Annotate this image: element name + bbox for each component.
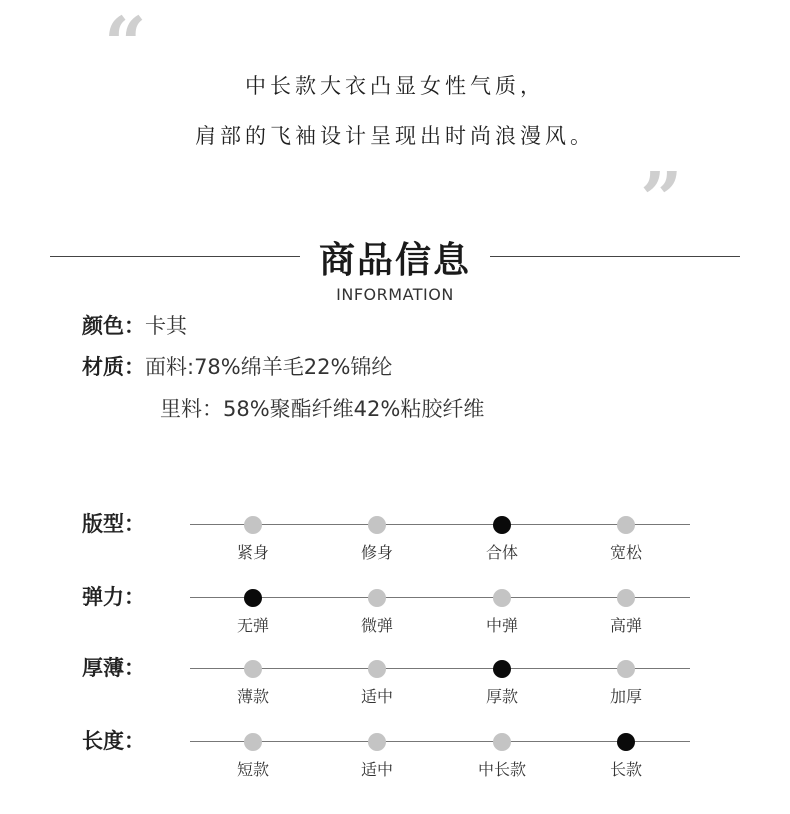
scale-dot [617, 516, 635, 534]
scale-track [190, 668, 690, 669]
scale-dot [617, 660, 635, 678]
scale-option-label: 长款 [609, 760, 642, 779]
close-quote-mark: ” [640, 157, 683, 243]
thickness-scale-label: 厚薄： [82, 656, 145, 680]
scale-option-label: 中长款 [477, 760, 526, 779]
scale-option-label: 适中 [360, 760, 393, 779]
slogan-line-2: 肩部的飞袖设计呈现出时尚浪漫风。 [195, 124, 595, 148]
lining-row [160, 393, 484, 423]
scale-dot [368, 589, 386, 607]
scale-dot [493, 516, 511, 534]
color-label: 颜色： [82, 314, 145, 338]
scale-option-label: 厚款 [485, 687, 518, 706]
scale-track [190, 524, 690, 525]
scale-option-label: 短款 [236, 760, 269, 779]
scale-track [190, 597, 690, 598]
length-scale [0, 725, 790, 795]
slogan-line-1: 中长款大衣凸显女性气质， [245, 74, 545, 98]
scale-dot [244, 733, 262, 751]
scale-dot [617, 589, 635, 607]
scale-option-label: 紧身 [236, 543, 269, 562]
color-row [82, 310, 187, 340]
scale-dot [244, 589, 262, 607]
scale-option-label: 加厚 [609, 687, 642, 706]
scale-dot [244, 516, 262, 534]
scale-option-label: 薄款 [236, 687, 269, 706]
elasticity-scale-label: 弹力： [82, 585, 145, 609]
material-row [82, 351, 392, 381]
elasticity-scale [0, 581, 790, 651]
section-subtitle: INFORMATION [336, 285, 454, 304]
material-label: 材质： [82, 355, 145, 379]
title-divider-right [490, 256, 740, 257]
fabric-value: 面料:78%绵羊毛22%锦纶 [145, 355, 393, 379]
open-quote-mark: “ [104, 2, 147, 88]
scale-option-label: 微弹 [360, 616, 393, 635]
scale-dot [368, 516, 386, 534]
scale-dot [493, 660, 511, 678]
scale-option-label: 适中 [360, 687, 393, 706]
section-title: 商品信息 [318, 240, 471, 281]
scale-option-label: 宽松 [609, 543, 642, 562]
scale-option-label: 中弹 [485, 616, 518, 635]
length-scale-label: 长度： [82, 729, 145, 753]
title-divider-left [50, 256, 300, 257]
scale-dot [493, 589, 511, 607]
thickness-scale [0, 652, 790, 722]
fit-scale [0, 508, 790, 578]
scale-option-label: 合体 [485, 543, 518, 562]
scale-option-label: 修身 [360, 543, 393, 562]
fit-scale-label: 版型： [82, 512, 145, 536]
scale-option-label: 无弹 [236, 616, 269, 635]
scale-dot [368, 660, 386, 678]
scale-dot [244, 660, 262, 678]
scale-dot [493, 733, 511, 751]
scale-dot [617, 733, 635, 751]
scale-dot [368, 733, 386, 751]
color-value: 卡其 [145, 314, 187, 338]
scale-option-label: 高弹 [609, 616, 642, 635]
scale-track [190, 741, 690, 742]
lining-value: 里料：58%聚酯纤维42%粘胶纤维 [160, 397, 485, 421]
